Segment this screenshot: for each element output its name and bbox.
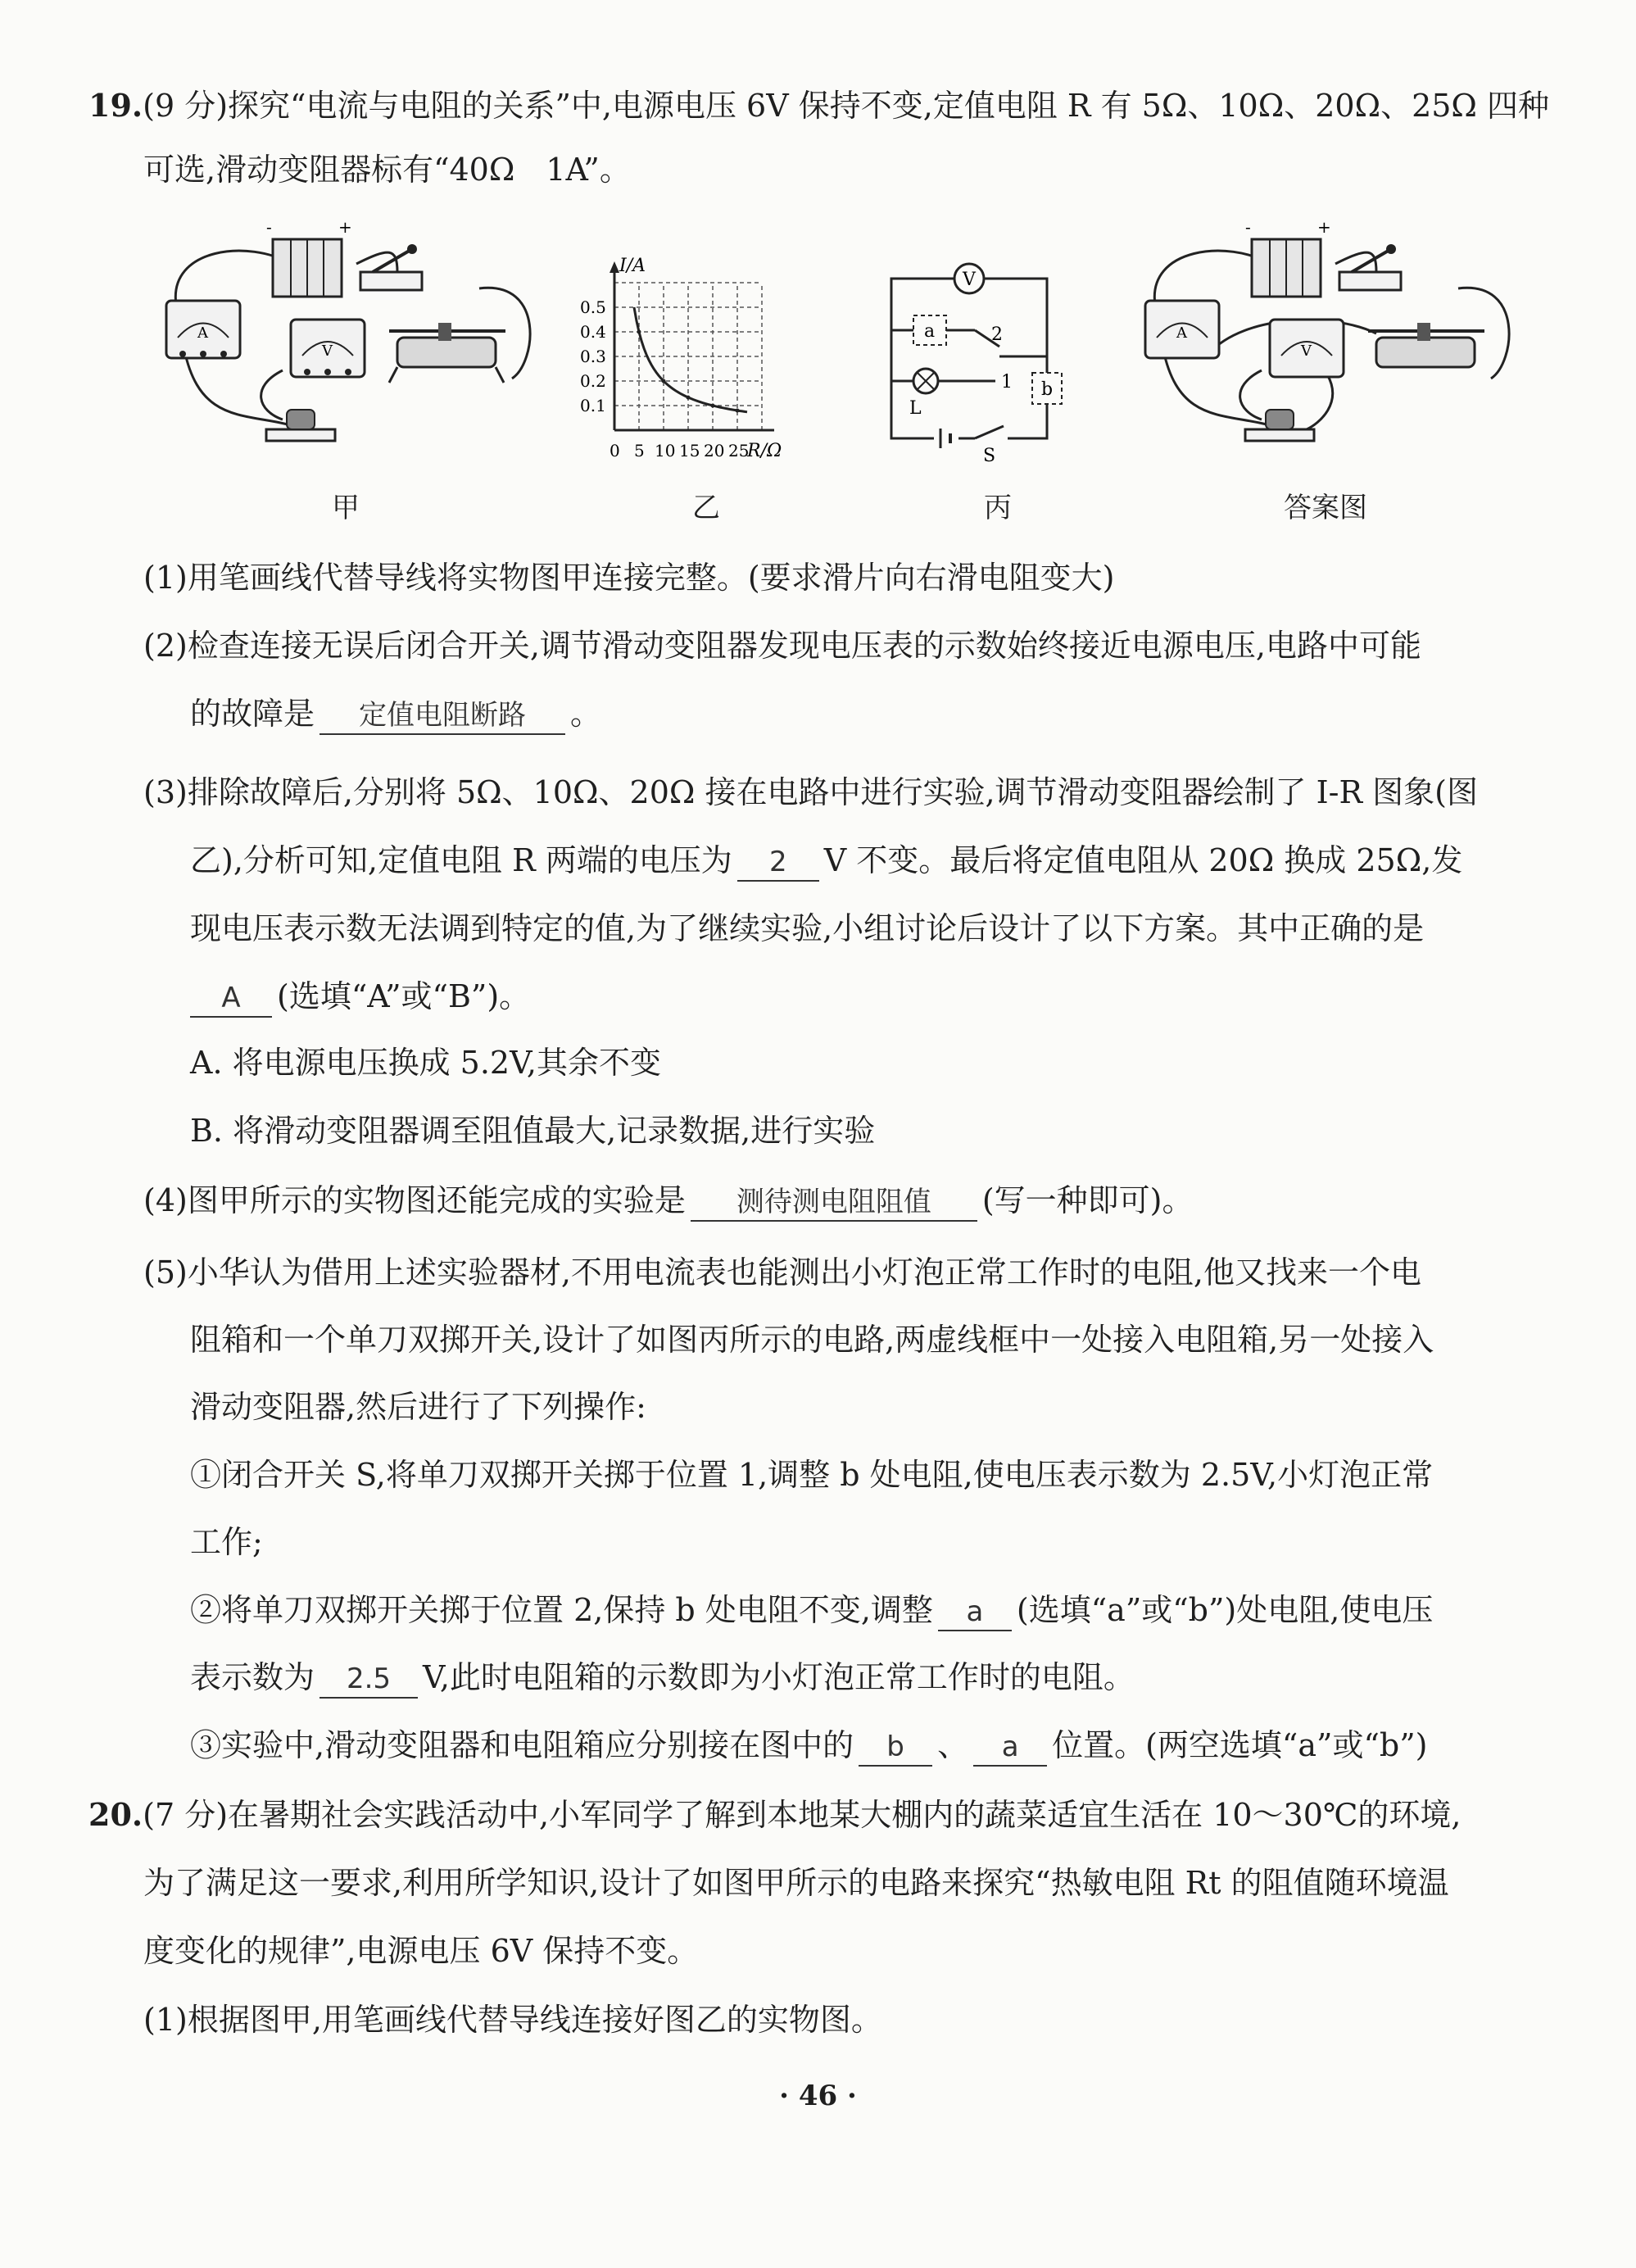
fig-label-answer: 答案图 [1284,492,1367,524]
box-b-label: b [1041,379,1054,400]
x-tick-label: 15 [679,441,700,460]
q19-p3-text-c: (选填“A”或“B”)。 [277,978,531,1014]
rheostat-icon [389,323,505,383]
fig-label-bing: 丙 [984,492,1012,524]
y-tick-label: 0.5 [580,297,606,317]
voltmeter-icon [291,320,365,377]
y-axis-label: I/A [619,256,646,276]
x-axis-label: R/Ω [747,441,782,461]
answer-blank-option: A [190,980,272,1018]
q19-p3-text-b: V 不变。最后将定值电阻从 20Ω 换成 25Ω,发 [823,842,1463,878]
q19-intro-text-1: (9 分)探究“电流与电阻的关系”中,电源电压 6V 保持不变,定值电阻 R 有 5Ω、10Ω、20Ω、25Ω 四种 [143,88,1550,124]
q19-step3-text-a: ③实验中,滑动变阻器和电阻箱应分别接在图中的 [190,1727,854,1763]
y-tick-label: 0.3 [580,347,606,366]
answer-rheostat-icon [1368,323,1484,367]
q19-p5-line-2: 阻箱和一个单刀双掷开关,设计了如图丙所示的电路,两虚线框中一处接入电阻箱,另一处接入 [190,1322,1434,1358]
box-a-label: a [924,321,936,342]
battery-plus-label: + [338,217,352,237]
q19-p3-line-4 [190,976,530,1018]
data-point [662,379,666,383]
q19-p3-text-a: 乙),分析可知,定值电阻 R 两端的电压为 [190,842,732,878]
lamp-icon [913,369,938,393]
x-tick-label: 10 [655,441,676,460]
switch-s-icon [975,426,1008,463]
answer-voltmeter-icon [1270,320,1344,377]
q19-p2-text: 的故障是 [190,696,315,732]
q19-p3-line-3: 现电压表示数无法调到特定的值,为了继续实验,小组讨论后设计了以下方案。其中正确的是 [190,910,1425,946]
switch-icon [360,244,422,290]
q19-step3-sep: 、 [937,1727,969,1763]
answer-switch-icon [1339,244,1401,290]
answer-blank-box-pos: a [973,1729,1047,1767]
q20-text-1: (7 分)在暑期社会实践活动中,小军同学了解到本地某大棚内的蔬菜适宜生活在 10～30℃的环境, [143,1797,1462,1833]
q19-p1: (1)用笔画线代替导线将实物图甲连接完整。(要求滑片向右滑电阻变大) [143,560,1115,596]
answer-blank-experiment: 测待测电阻阻值 [691,1184,977,1222]
y-tick-label: 0.4 [580,322,606,342]
q19-p2-line-2 [190,693,601,735]
pos2-label: 2 [991,324,1003,345]
figure-answer-apparatus [1131,215,1532,469]
answer-blank-fault: 定值电阻断路 [319,697,565,735]
q19-step1-line-2: 工作; [190,1524,263,1560]
pos1-label: 1 [1001,372,1013,392]
q19-p5-line-3: 滑动变阻器,然后进行了下列操作: [190,1389,646,1425]
q19-step3-text-b: 位置。(两空选填“a”或“b”) [1052,1727,1428,1763]
q19-step2-text-d: V,此时电阻箱的示数即为小灯泡正常工作时的电阻。 [423,1659,1135,1695]
answer-battery-plus: + [1317,217,1331,237]
page-number: · 46 · [779,2080,857,2112]
answer-battery-icon [1245,217,1331,297]
q20-line-3: 度变化的规律”,电源电压 6V 保持不变。 [143,1933,699,1969]
x-tick-label: 5 [634,441,645,460]
data-point [736,409,740,413]
figure-bing-circuit [877,250,1081,463]
q19-p2-line-1: (2)检查连接无误后闭合开关,调节滑动变阻器发现电压表的示数始终接近电源电压,电路中可能 [143,628,1421,664]
q19-step2-text-b: (选填“a”或“b”)处电阻,使电压 [1016,1592,1434,1628]
box-b-icon [1032,373,1062,404]
answer-battery-minus: - [1245,217,1251,237]
q20-line-2: 为了满足这一要求,利用所学知识,设计了如图甲所示的电路来探究“热敏电阻 Rt 的阻值随环境温 [143,1865,1449,1901]
x-tick-label: 0 [610,441,620,460]
figure-jia-apparatus [152,215,553,469]
fig-label-jia: 甲 [332,492,360,524]
answer-ammeter-icon [1145,301,1219,358]
x-tick-label: 25 [728,441,750,460]
q19-intro-line-2: 可选,滑动变阻器标有“40Ω 1A”。 [143,152,631,188]
q19-step1-line-1: ①闭合开关 S,将单刀双掷开关掷于位置 1,调整 b 处电阻,使电压表示数为 2.5V,小灯泡正常 [190,1457,1434,1493]
resistor-icon [266,410,335,441]
q20-line-1 [88,1794,1462,1835]
q20-p1: (1)根据图甲,用笔画线代替导线连接好图乙的实物图。 [143,2002,882,2038]
x-tick-label: 20 [704,441,725,460]
q19-p5-line-1: (5)小华认为借用上述实验器材,不用电流表也能测出小灯泡正常工作时的电阻,他又找来一个电 [143,1254,1421,1290]
lamp-label: L [909,398,922,419]
circuit-voltmeter-icon [954,264,984,293]
y-tick-label: 0.1 [580,396,606,415]
q19-p3-line-2 [190,840,1462,882]
q19-p4-text-a: (4)图甲所示的实物图还能完成的实验是 [143,1182,686,1218]
y-tick-label: 0.2 [580,371,606,391]
q19-intro-line-1 [88,85,1549,126]
q19-step2-line-2 [190,1657,1135,1699]
battery-minus-label: - [266,217,272,237]
q19-option-a: A. 将电源电压换成 5.2V,其余不变 [190,1045,661,1081]
circuit-voltmeter-label: V [963,270,976,290]
answer-voltmeter-label: V [1301,342,1312,360]
q19-step2-text-c: 表示数为 [190,1659,315,1695]
cell-icon [934,429,958,448]
q19-step3 [190,1725,1427,1767]
box-a-icon [913,315,946,345]
q19-option-b: B. 将滑动变阻器调至阻值最大,记录数据,进行实验 [190,1113,876,1149]
answer-ammeter-label: A [1176,324,1187,342]
q19-p4 [143,1180,1194,1222]
ammeter-label: A [197,324,208,342]
battery-icon [266,217,352,297]
ammeter-icon [166,301,240,358]
q19-step2-line-1 [190,1590,1433,1631]
q19-number: 19. [88,87,143,124]
data-point [637,330,641,334]
q19-p2-end: 。 [570,696,602,732]
data-point [711,404,715,408]
q19-step2-text-a: ②将单刀双掷开关掷于位置 2,保持 b 处电阻不变,调整 [190,1592,933,1628]
answer-resistor-icon [1245,410,1314,441]
data-point [687,396,691,400]
q19-p3-line-1: (3)排除故障后,分别将 5Ω、10Ω、20Ω 接在电路中进行实验,调节滑动变阻器绘制了 I-R 图象(图 [143,774,1478,810]
answer-blank-voltage: 2 [737,844,819,882]
switch-s-label: S [983,446,996,463]
voltmeter-label: V [322,342,333,360]
answer-blank-rheostat-pos: b [859,1729,932,1767]
q20-number: 20. [88,1796,143,1833]
i-r-curve [634,307,747,412]
figure-yi-graph [573,254,836,467]
fig-label-yi: 乙 [692,492,720,524]
answer-blank-reading: 2.5 [319,1661,418,1699]
q19-p4-text-b: (写一种即可)。 [981,1182,1194,1218]
y-axis-arrow [610,261,619,273]
answer-blank-adjust: a [938,1594,1012,1631]
